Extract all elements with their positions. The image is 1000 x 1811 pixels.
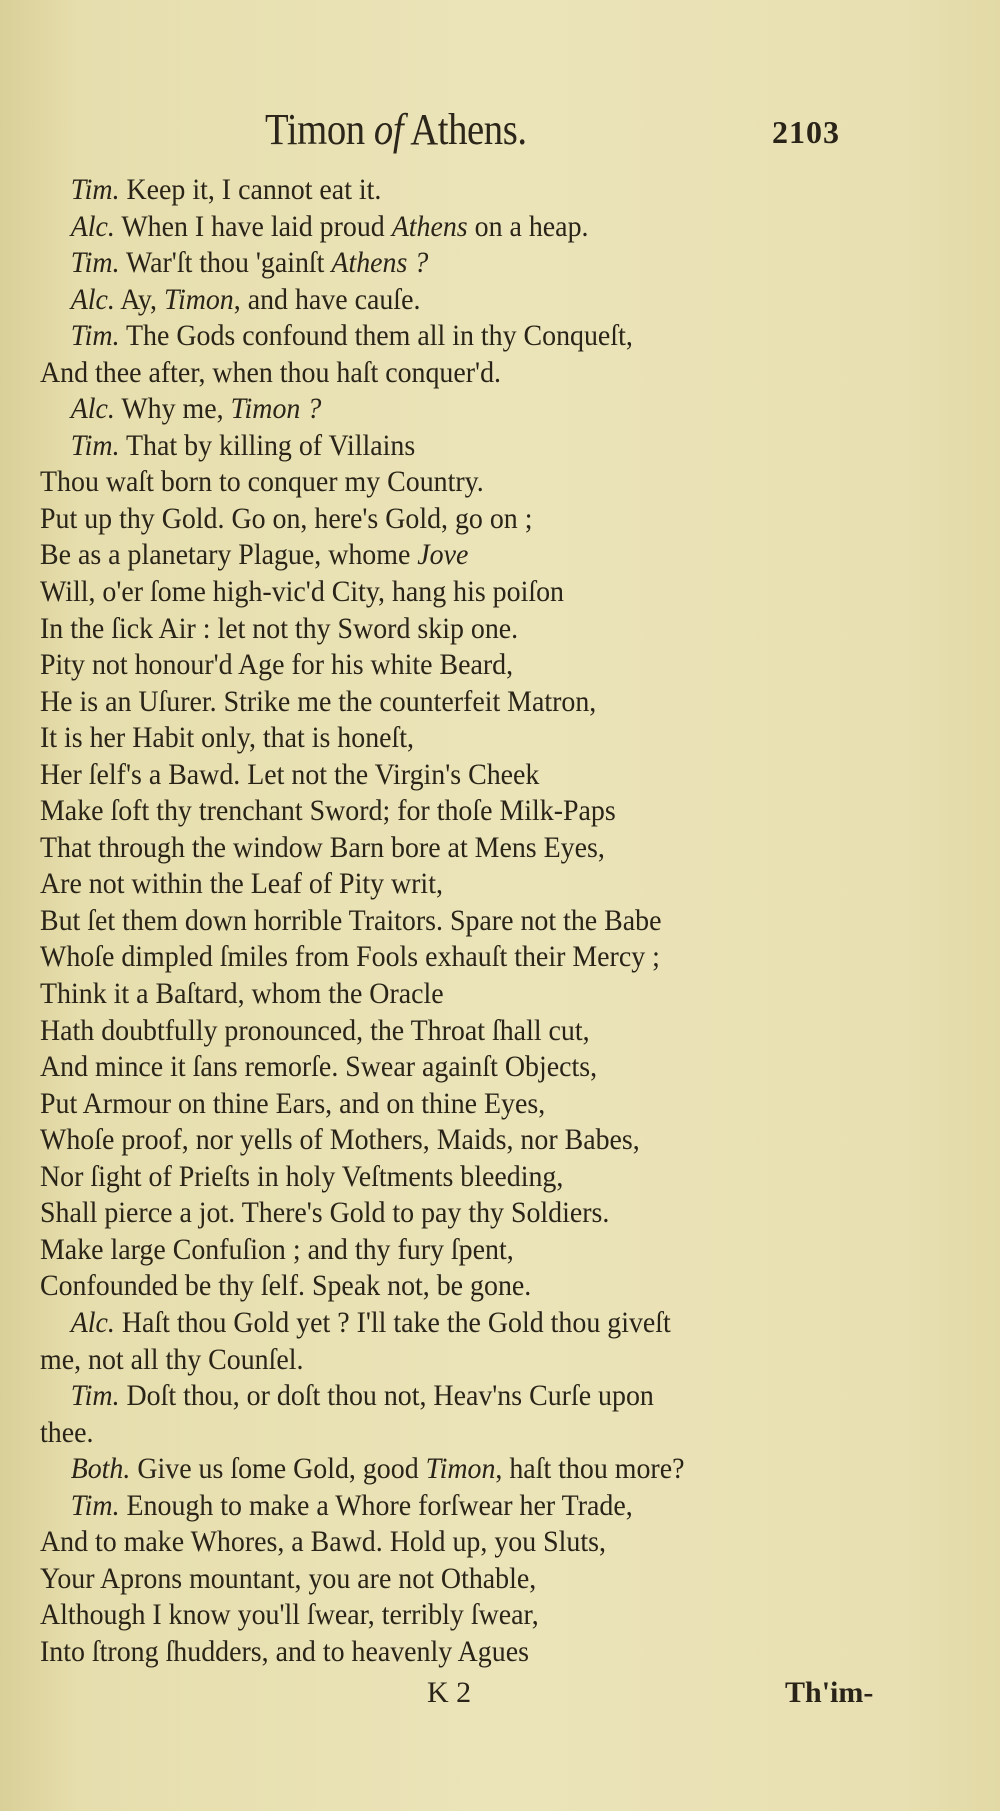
line-text: The Gods confound them all in thy Conqueſt, (119, 319, 633, 353)
text-line (40, 355, 858, 392)
text-line (40, 464, 858, 501)
line-text: Doſt thou, or doſt thou not, Heav'ns Curſe upon (119, 1379, 654, 1413)
line-text: Her ſelf's a Bawd. Let not the Virgin's Cheek (40, 757, 540, 791)
line-text: Will, o'er ſome high-vic'd City, hang his poiſon (40, 575, 564, 609)
text-line (40, 1378, 858, 1415)
text-line (40, 318, 858, 355)
line-text: Give us ſome Gold, good (130, 1452, 426, 1486)
text-line (40, 1159, 858, 1196)
text-line (40, 1451, 858, 1488)
italic-text: Tim. (70, 428, 120, 462)
line-text: me, not all thy Counſel. (40, 1342, 304, 1376)
text-line (40, 1634, 858, 1671)
text-line (40, 647, 858, 684)
page-number: 2103 (772, 114, 840, 150)
text-line (40, 976, 858, 1013)
italic-text: Tim. (70, 246, 120, 280)
text-line (40, 611, 858, 648)
text-line (40, 1086, 858, 1123)
italic-text: Both. (70, 1452, 131, 1486)
line-text: When I have laid proud (114, 209, 392, 243)
title-part: Athens. (403, 105, 527, 154)
line-text: Make ſoft thy trenchant Sword; for thoſe Milk-Paps (40, 794, 616, 828)
line-text: , haſt thou more? (495, 1452, 685, 1486)
text-line (40, 1013, 858, 1050)
text-line (40, 866, 858, 903)
line-text: Are not within the Leaf of Pity writ, (40, 867, 443, 901)
line-text: Make large Confuſion ; and thy fury ſpent, (40, 1232, 514, 1266)
italic-text: Alc. (70, 392, 115, 426)
text-line (40, 903, 858, 940)
text-line (40, 1195, 858, 1232)
italic-text: Timon (425, 1452, 496, 1486)
line-text: Ay, (114, 282, 164, 316)
line-text: Put up thy Gold. Go on, here's Gold, go on ; (40, 501, 533, 535)
line-text: It is her Habit only, that is honeſt, (40, 721, 415, 755)
text-line (40, 1122, 858, 1159)
title-part: Timon (265, 105, 374, 154)
italic-text: Timon ? (230, 392, 322, 426)
text-line (40, 391, 858, 428)
text-line (40, 209, 858, 246)
line-text: Whoſe proof, nor yells of Mothers, Maids, nor Babes, (40, 1123, 640, 1157)
italic-text: Alc. (70, 282, 115, 316)
text-line (40, 537, 858, 574)
line-text: But ſet them down horrible Traitors. Spare not the Babe (40, 903, 662, 937)
text-line (40, 428, 858, 465)
catchword: Th'im- (785, 1676, 874, 1709)
line-text: He is an Uſurer. Strike me the counterfeit Matron, (40, 684, 597, 718)
title-part-italic: of (373, 105, 404, 154)
running-header (0, 104, 1000, 164)
line-text: Into ſtrong ſhudders, and to heavenly Agues (40, 1634, 529, 1668)
signature-mark: K 2 (427, 1676, 472, 1709)
text-line (40, 684, 858, 721)
text-line (40, 830, 858, 867)
text-line (40, 1049, 858, 1086)
italic-text: Tim. (70, 1379, 120, 1413)
text-line (40, 1232, 858, 1269)
italic-text: Athens ? (331, 246, 429, 280)
line-text: thee. (40, 1415, 94, 1449)
line-text: on a heap. (467, 209, 589, 243)
text-line (40, 574, 858, 611)
text-line (40, 757, 858, 794)
line-text: Hath doubtfully pronounced, the Throat ſhall cut, (40, 1013, 590, 1047)
line-text: Think it a Baſtard, whom the Oracle (40, 977, 444, 1011)
text-line (40, 1415, 858, 1452)
line-text: Nor ſight of Prieſts in holy Veſtments bleeding, (40, 1159, 564, 1193)
line-text: Be as a planetary Plague, whome (40, 538, 418, 572)
line-text: Thou waſt born to conquer my Country. (40, 465, 484, 499)
line-text: Although I know you'll ſwear, terribly ſwear, (40, 1598, 539, 1632)
line-text: Pity not honour'd Age for his white Beard, (40, 648, 514, 682)
text-line (40, 939, 858, 976)
text-line (40, 1561, 858, 1598)
line-text: Why me, (114, 392, 231, 426)
italic-text: Athens (391, 209, 468, 243)
line-text: That through the window Barn bore at Mens Eyes, (40, 830, 605, 864)
text-line (40, 1597, 858, 1634)
text-line (40, 245, 858, 282)
line-text: In the ſick Air : let not thy Sword skip one. (40, 611, 519, 645)
line-text: , and have cauſe. (233, 282, 421, 316)
text-line (40, 501, 858, 538)
line-text: Shall pierce a jot. There's Gold to pay thy Soldiers. (40, 1196, 610, 1230)
italic-text: Alc. (70, 209, 115, 243)
italic-text: Timon (163, 282, 234, 316)
italic-text: Tim. (70, 1488, 120, 1522)
line-text: Haſt thou Gold yet ? I'll take the Gold thou giveſt (114, 1305, 671, 1339)
text-line (40, 1342, 858, 1379)
text-line (40, 720, 858, 757)
italic-text: Tim. (70, 173, 120, 206)
line-text: And thee after, when thou haſt conquer'd. (40, 355, 502, 389)
line-text: That by killing of Villains (119, 428, 416, 462)
text-line (40, 282, 858, 319)
italic-text: Tim. (70, 319, 120, 353)
play-text (40, 172, 920, 1670)
line-text: And mince it ſans remorſe. Swear againſt Objects, (40, 1050, 598, 1084)
line-text: Confounded be thy ſelf. Speak not, be gone. (40, 1269, 532, 1303)
text-line (40, 1268, 858, 1305)
line-text: War'ſt thou 'gainſt (119, 246, 332, 280)
line-text: Put Armour on thine Ears, and on thine Eyes, (40, 1086, 546, 1120)
italic-text: Jove (417, 538, 469, 572)
line-text: Keep it, I cannot eat it. (119, 173, 382, 206)
line-text: And to make Whores, a Bawd. Hold up, you Sluts, (40, 1525, 606, 1559)
text-line (40, 1524, 858, 1561)
text-line (40, 1305, 858, 1342)
text-line (40, 793, 858, 830)
line-text: Enough to make a Whore forſwear her Trade, (119, 1488, 633, 1522)
line-text: Whoſe dimpled ſmiles from Fools exhauſt their Mercy ; (40, 940, 660, 974)
line-text: Your Aprons mountant, you are not Othable, (40, 1561, 537, 1595)
text-line (40, 172, 858, 209)
text-line (40, 1488, 858, 1525)
italic-text: Alc. (70, 1305, 115, 1339)
page-title (265, 104, 527, 155)
